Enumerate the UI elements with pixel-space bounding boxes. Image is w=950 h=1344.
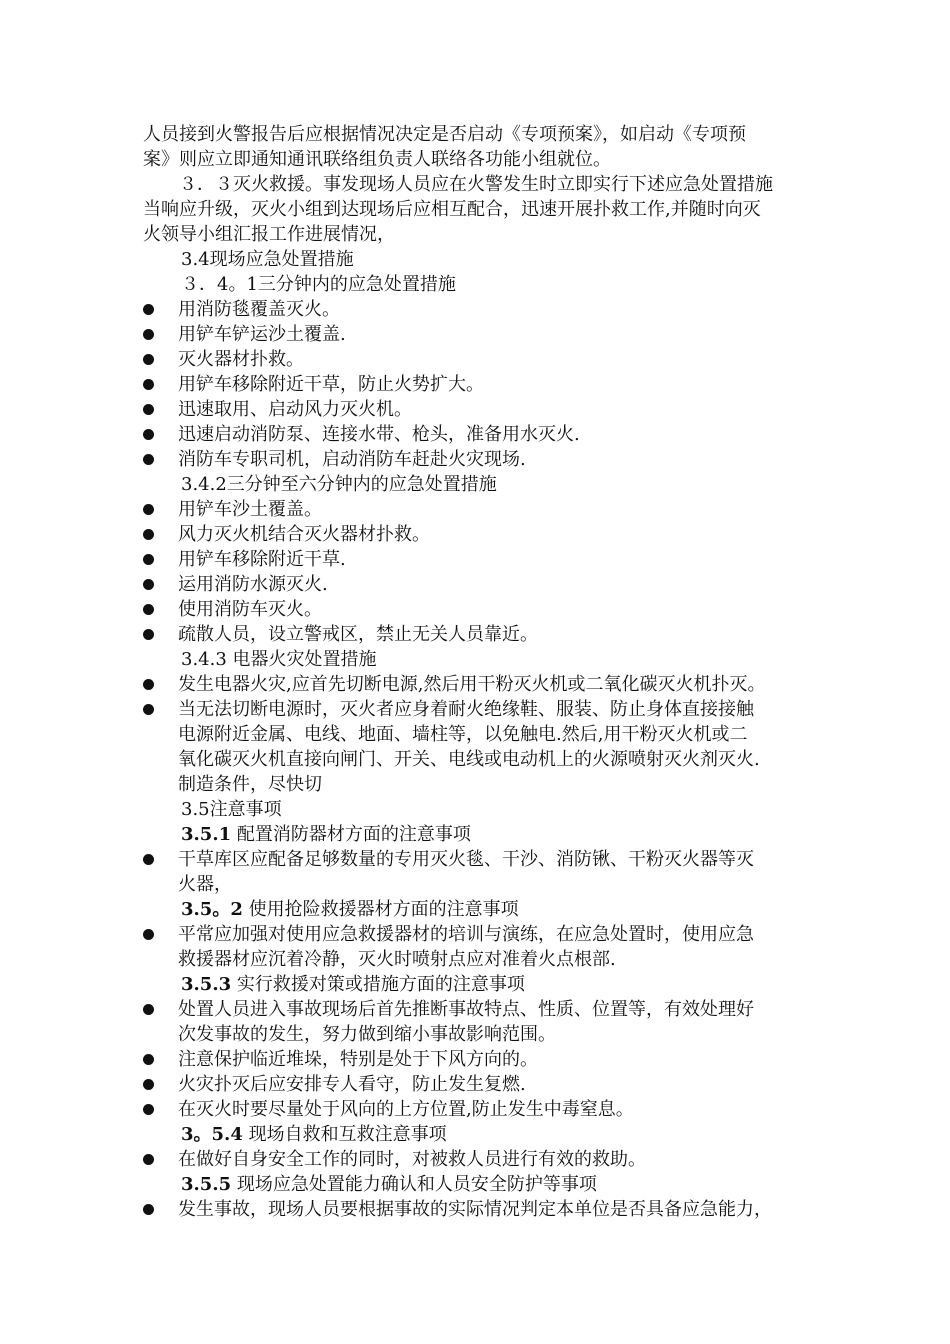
list-item-line: 处置人员进入事故现场后首先推断事故特点、性质、位置等，有效处理好 xyxy=(178,999,754,1020)
list-item xyxy=(143,922,843,972)
section-heading: 3.4.2三分钟至六分钟内的应急处置措施 xyxy=(181,474,497,495)
list-item: 用铲车移除附近干草，防止火势扩大。 xyxy=(143,372,843,397)
bullet-icon xyxy=(143,1104,154,1115)
bullet-icon xyxy=(143,854,154,865)
document-body xyxy=(143,122,843,1222)
section-heading: 3。5.4 现场自救和互救注意事项 xyxy=(181,1124,447,1145)
list-item: 迅速取用、启动风力灭火机。 xyxy=(143,397,843,422)
bullet-icon xyxy=(143,404,154,415)
list-item: 灭火器材扑救。 xyxy=(143,347,843,372)
paragraph-line: 案》则应立即通知通讯联络组负责人联络各功能小组就位。 xyxy=(143,149,611,170)
bullet-icon xyxy=(143,929,154,940)
list-item-line: 电源附近金属、电线、地面、墙柱等，以免触电.然后,用干粉灭火机或二 xyxy=(178,724,748,745)
list-item: 用消防毯覆盖灭火。 xyxy=(143,297,843,322)
list-item: 运用消防水源灭火. xyxy=(143,572,843,597)
list-item-line: 平常应加强对使用应急救援器材的培训与演练，在应急处置时，使用应急 xyxy=(178,924,754,945)
bullet-icon xyxy=(143,529,154,540)
list-item-line: 制造条件，尽快切 xyxy=(178,774,322,795)
list-item: 用铲车沙土覆盖。 xyxy=(143,497,843,522)
list-item: 疏散人员，设立警戒区，禁止无关人员靠近。 xyxy=(143,622,843,647)
list-item: 用铲车移除附近干草. xyxy=(143,547,843,572)
bullet-icon xyxy=(143,554,154,565)
bullet-icon xyxy=(143,429,154,440)
list-item-line: 火器， xyxy=(178,874,232,895)
bullet-icon xyxy=(143,629,154,640)
bullet-icon xyxy=(143,1204,154,1215)
list-item xyxy=(143,697,843,797)
bullet-icon xyxy=(143,704,154,715)
list-item: 在灭火时要尽量处于风向的上方位置,防止发生中毒窒息。 xyxy=(143,1097,843,1122)
list-item: 使用消防车灭火。 xyxy=(143,597,843,622)
list-item-line: 当无法切断电源时，灭火者应身着耐火绝缘鞋、服装、防止身体直接接触 xyxy=(178,699,754,720)
bullet-icon xyxy=(143,579,154,590)
bullet-icon xyxy=(143,379,154,390)
bullet-icon xyxy=(143,1154,154,1165)
list-item xyxy=(143,997,843,1047)
bullet-icon xyxy=(143,304,154,315)
bullet-icon xyxy=(143,1054,154,1065)
list-item: 注意保护临近堆垛，特别是处于下风方向的。 xyxy=(143,1047,843,1072)
paragraph-line: 火领导小组汇报工作进展情况， xyxy=(143,224,395,245)
list-item: 发生电器火灾,应首先切断电源,然后用干粉灭火机或二氧化碳灭火机扑灭。 xyxy=(143,672,843,697)
list-item: 火灾扑灭后应安排专人看守，防止发生复燃. xyxy=(143,1072,843,1097)
section-heading: ３．4。1三分钟内的应急处置措施 xyxy=(181,274,456,295)
section-heading: 3.5。2 使用抢险救援器材方面的注意事项 xyxy=(181,899,519,920)
paragraph-line: 人员接到火警报告后应根据情况决定是否启动《专项预案》，如启动《专项预 xyxy=(143,124,746,145)
list-item: 迅速启动消防泵、连接水带、枪头，准备用水灭火. xyxy=(143,422,843,447)
section-heading: 3.5.5 现场应急处置能力确认和人员安全防护等事项 xyxy=(181,1174,597,1195)
paragraph-line: ３．３灭火救援。事发现场人员应在火警发生时立即实行下述应急处置措施 xyxy=(179,174,773,195)
section-heading: 3.5.3 实行救援对策或措施方面的注意事项 xyxy=(181,974,525,995)
bullet-icon xyxy=(143,679,154,690)
list-item-line: 氧化碳灭火机直接向闸门、开关、电线或电动机上的火源喷射灭火剂灭火. xyxy=(178,749,760,770)
bullet-icon xyxy=(143,354,154,365)
bullet-icon xyxy=(143,504,154,515)
bullet-icon xyxy=(143,454,154,465)
list-item: 在做好自身安全工作的同时，对被救人员进行有效的救助。 xyxy=(143,1147,843,1172)
bullet-icon xyxy=(143,329,154,340)
list-item xyxy=(143,847,843,897)
bullet-icon xyxy=(143,1004,154,1015)
list-item: 发生事故，现场人员要根据事故的实际情况判定本单位是否具备应急能力， xyxy=(143,1197,843,1222)
list-item: 用铲车铲运沙土覆盖. xyxy=(143,322,843,347)
section-heading: 3.4.3 电器火灾处置措施 xyxy=(181,649,377,670)
bullet-icon xyxy=(143,1079,154,1090)
list-item: 风力灭火机结合灭火器材扑救。 xyxy=(143,522,843,547)
section-heading: 3.5注意事项 xyxy=(181,799,282,820)
list-item-line: 次发事故的发生，努力做到缩小事故影响范围。 xyxy=(178,1024,556,1045)
paragraph-line: 当响应升级，灭火小组到达现场后应相互配合，迅速开展扑救工作,并随时向灭 xyxy=(143,199,761,220)
list-item: 消防车专职司机，启动消防车赶赴火灾现场. xyxy=(143,447,843,472)
section-heading: 3.5.1 配置消防器材方面的注意事项 xyxy=(181,824,471,845)
list-item-line: 干草库区应配备足够数量的专用灭火毯、干沙、消防锹、干粉灭火器等灭 xyxy=(178,849,754,870)
bullet-icon xyxy=(143,604,154,615)
section-heading: 3.4现场应急处置措施 xyxy=(181,249,354,270)
list-item-line: 救援器材应沉着冷静，灭火时喷射点应对准着火点根部. xyxy=(178,949,616,970)
